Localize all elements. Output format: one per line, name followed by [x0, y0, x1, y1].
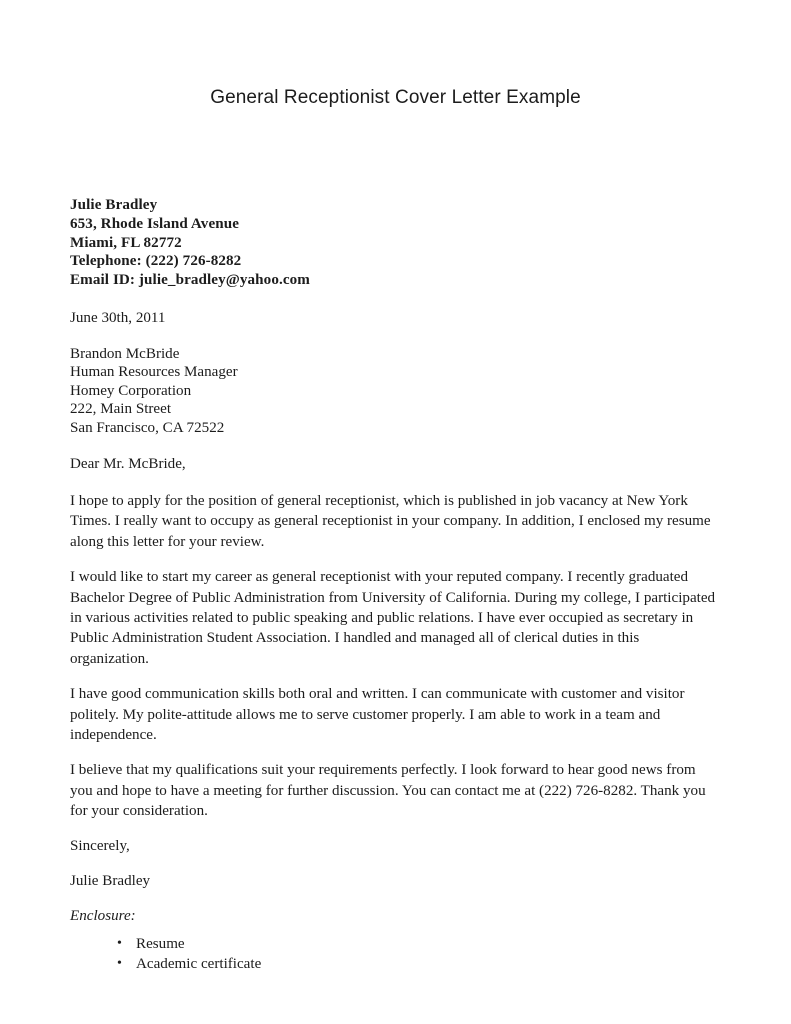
letter-date: June 30th, 2011 — [70, 309, 166, 326]
sender-email: Email ID: julie_bradley@yahoo.com — [70, 272, 310, 289]
list-item — [117, 954, 720, 975]
body-paragraph-2: I would like to start my career as general receptionist with your reputed company. I recently graduated Bachelor Degree of Public Administration from University of California. During my college, I participated in various activities related to public speaking and public relations. I have ever occupied as secretary in Public Administration Student Association. I handled and managed all of clerical duties in this organization. — [70, 569, 716, 667]
enclosure-label: Enclosure: — [70, 907, 136, 924]
list-item-label: Resume — [136, 935, 185, 952]
body-paragraph-4: I believe that my qualifications suit your requirements perfectly. I look forward to hear good news from you and hope to have a meeting for further discussion. You can contact me at (222) 726-8282. Thank you for your consideration. — [70, 762, 706, 820]
sender-address-block — [70, 196, 720, 290]
recipient-city-state-zip: San Francisco, CA 72522 — [70, 419, 225, 436]
recipient-address-block — [70, 345, 720, 437]
sender-street: 653, Rhode Island Avenue — [70, 215, 240, 232]
sender-city-state-zip: Miami, FL 82772 — [70, 234, 182, 251]
sender-telephone: Telephone: (222) 726-8282 — [70, 253, 242, 270]
body-paragraph-1: I hope to apply for the position of general receptionist, which is published in job vacancy at New York Times. I really want to occupy as general receptionist in your company. In addition, I enclosed my resume along this letter for your review. — [70, 493, 711, 550]
closing-line: Sincerely, — [70, 837, 130, 854]
recipient-company: Homey Corporation — [70, 382, 192, 399]
salutation: Dear Mr. McBride, — [70, 456, 186, 473]
list-item — [117, 934, 720, 955]
sender-name: Julie Bradley — [70, 197, 158, 213]
recipient-name: Brandon McBride — [70, 345, 180, 362]
body-paragraph-3: I have good communication skills both oral and written. I can communicate with customer and visitor politely. My polite-attitude allows me to serve customer properly. I am able to work in a team and independence. — [70, 686, 685, 744]
cover-letter-body — [70, 196, 720, 975]
signature-name: Julie Bradley — [70, 872, 151, 889]
page-title: General Receptionist Cover Letter Example — [210, 87, 581, 108]
list-item-label: Academic certificate — [136, 956, 262, 973]
bullet-icon: • — [117, 956, 122, 972]
enclosure-list — [70, 934, 720, 975]
recipient-job-title: Human Resources Manager — [70, 364, 238, 381]
bullet-icon: • — [117, 935, 122, 951]
recipient-street: 222, Main Street — [70, 401, 172, 418]
